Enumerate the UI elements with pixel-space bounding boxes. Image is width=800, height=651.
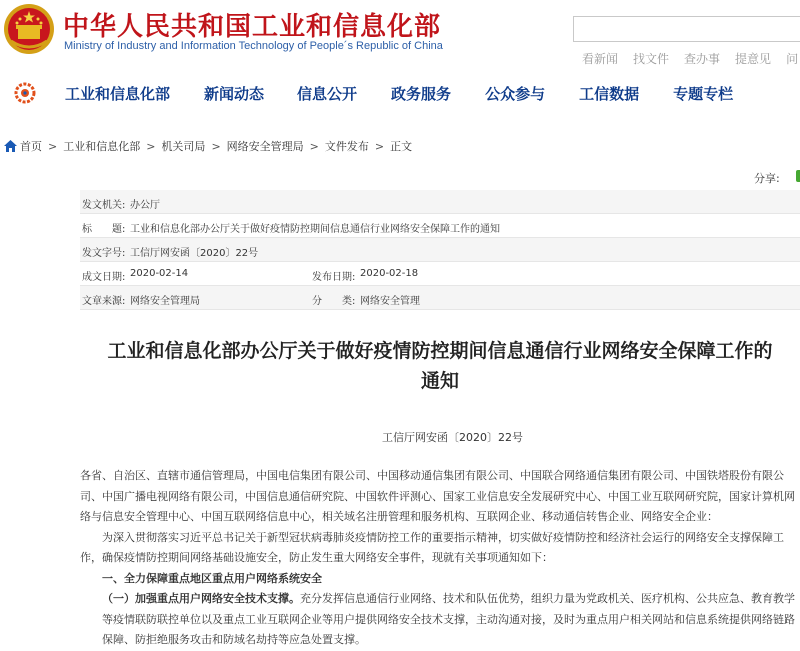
meta-source-label: 文章来源: bbox=[82, 296, 126, 307]
breadcrumb-separator: > bbox=[48, 139, 58, 153]
home-icon bbox=[4, 140, 17, 152]
nav-item-info-disclosure[interactable]: 信息公开 bbox=[297, 85, 358, 103]
main-nav bbox=[0, 72, 800, 112]
meta-source-value: 网络安全管理局 bbox=[130, 296, 200, 307]
meta-title-value: 工业和信息化部办公厅关于做好疫情防控期间信息通信行业网络安全保障工作的通知 bbox=[130, 224, 500, 235]
breadcrumb-separator: > bbox=[146, 139, 156, 153]
quick-links bbox=[582, 50, 798, 67]
breadcrumb-current: 正文 bbox=[390, 140, 413, 153]
meta-issuer-value: 办公厅 bbox=[130, 200, 160, 211]
meta-row-issuer bbox=[80, 190, 800, 214]
article-intro: 为深入贯彻落实习近平总书记关于新型冠状病毒肺炎疫情防控工作的重要指示精神，切实做好疫情防控和经济社会运行的网络安全支撑保障工作，确保疫情防控期间网络基础设施安全，防止发生重大网络安全事件，现就有关事项通知如下： bbox=[80, 530, 784, 564]
nav-item-data[interactable]: 工信数据 bbox=[579, 85, 640, 103]
breadcrumb bbox=[4, 138, 412, 154]
article-section-1-1 bbox=[80, 589, 798, 651]
meta-row-title bbox=[80, 214, 800, 238]
site-header bbox=[0, 0, 800, 70]
breadcrumb-cybersecurity-bureau[interactable]: 网络安全管理局 bbox=[226, 140, 304, 153]
article-title-line1: 工业和信息化部办公厅关于做好疫情防控期间信息通信行业网络安全保障工作的 bbox=[107, 340, 773, 362]
breadcrumb-separator: > bbox=[309, 139, 319, 153]
search-input[interactable] bbox=[573, 16, 800, 42]
breadcrumb-separator: > bbox=[211, 139, 221, 153]
quick-link-ask[interactable]: 问 bbox=[786, 52, 799, 66]
meta-issuer-label: 发文机关: bbox=[82, 200, 126, 211]
site-subtitle: Ministry of Industry and Information Technology of People´s Republic of China bbox=[64, 40, 443, 52]
article-doc-number: 工信厅网安函〔2020〕22号 bbox=[382, 431, 523, 444]
breadcrumb-separator: > bbox=[374, 139, 385, 153]
nav-item-special-topics[interactable]: 专题专栏 bbox=[673, 85, 734, 103]
share-label: 分享: bbox=[754, 172, 780, 185]
meta-row-docno bbox=[80, 238, 800, 262]
nav-item-gov-services[interactable]: 政务服务 bbox=[391, 85, 452, 103]
meta-title-label: 标 题: bbox=[82, 224, 126, 235]
meta-category-value: 网络安全管理 bbox=[360, 296, 420, 307]
quick-link-feedback[interactable]: 提意见 bbox=[735, 52, 772, 66]
nav-item-ministry[interactable]: 工业和信息化部 bbox=[65, 85, 171, 103]
quick-link-services[interactable]: 查办事 bbox=[684, 52, 721, 66]
nav-item-public-participation[interactable]: 公众参与 bbox=[485, 85, 546, 103]
breadcrumb-home[interactable]: 首页 bbox=[20, 140, 42, 153]
article-title bbox=[80, 336, 800, 396]
meta-created-label: 成文日期: bbox=[82, 272, 126, 283]
meta-row-dates bbox=[80, 262, 800, 286]
meta-docno-value: 工信厅网安函〔2020〕22号 bbox=[130, 248, 259, 259]
meta-published-label: 发布日期: bbox=[312, 272, 356, 283]
article-recipients: 各省、自治区、直辖市通信管理局，中国电信集团有限公司、中国移动通信集团有限公司、中国联合网络通信集团有限公司、中国铁塔股份有限公司、中国广播电视网络有限公司，中国信息通信研究院、中国软件评测心、国家工业信息安全发展研究中心、中国工业互联网研究院，国家计算机网络与信息安全管理中心、中国互联网络信息中心，相关域名注册管理和服务机构、互联网企业、移动通信转售企业、网络安全企业： bbox=[80, 469, 795, 523]
breadcrumb-departments[interactable]: 机关司局 bbox=[161, 140, 206, 153]
breadcrumb-ministry[interactable]: 工业和信息化部 bbox=[63, 140, 141, 153]
meta-row-source bbox=[80, 286, 800, 310]
ministry-logo-icon[interactable] bbox=[13, 82, 37, 104]
article-section-1-1-text: 充分发挥信息通信行业网络、技术和队伍优势，组织力量为党政机关、医疗机构、公共应急、教育教学等疫情联防联控单位以及重点工业互联网企业等用户提供网络安全技术支撑，主动沟通对接，及时为重点用户相关网站和信息系统提供网络链路保障、防拒绝服务攻击和防域名劫持等应急处置支撑。 bbox=[102, 592, 795, 646]
quick-link-news[interactable]: 看新闻 bbox=[582, 52, 619, 66]
article-title-line2: 通知 bbox=[420, 370, 459, 392]
site-title: 中华人民共和国工业和信息化部 bbox=[63, 12, 442, 42]
article-heading-1-1: （一）加强重点用户网络安全技术支撑。 bbox=[102, 592, 300, 605]
article-heading-1: 一、全力保障重点地区重点用户网络系统安全 bbox=[102, 571, 322, 585]
quick-link-files[interactable]: 找文件 bbox=[633, 52, 670, 66]
meta-docno-label: 发文字号: bbox=[82, 248, 126, 259]
meta-published-value: 2020-02-18 bbox=[360, 268, 419, 279]
document-meta-table bbox=[80, 190, 800, 310]
national-emblem-icon[interactable] bbox=[3, 3, 55, 55]
nav-item-news[interactable]: 新闻动态 bbox=[204, 85, 265, 103]
wechat-share-icon[interactable] bbox=[796, 170, 800, 182]
meta-category-label: 分 类: bbox=[312, 296, 356, 307]
article-body bbox=[80, 466, 798, 651]
breadcrumb-file-release[interactable]: 文件发布 bbox=[324, 140, 369, 153]
meta-created-value: 2020-02-14 bbox=[130, 268, 189, 279]
